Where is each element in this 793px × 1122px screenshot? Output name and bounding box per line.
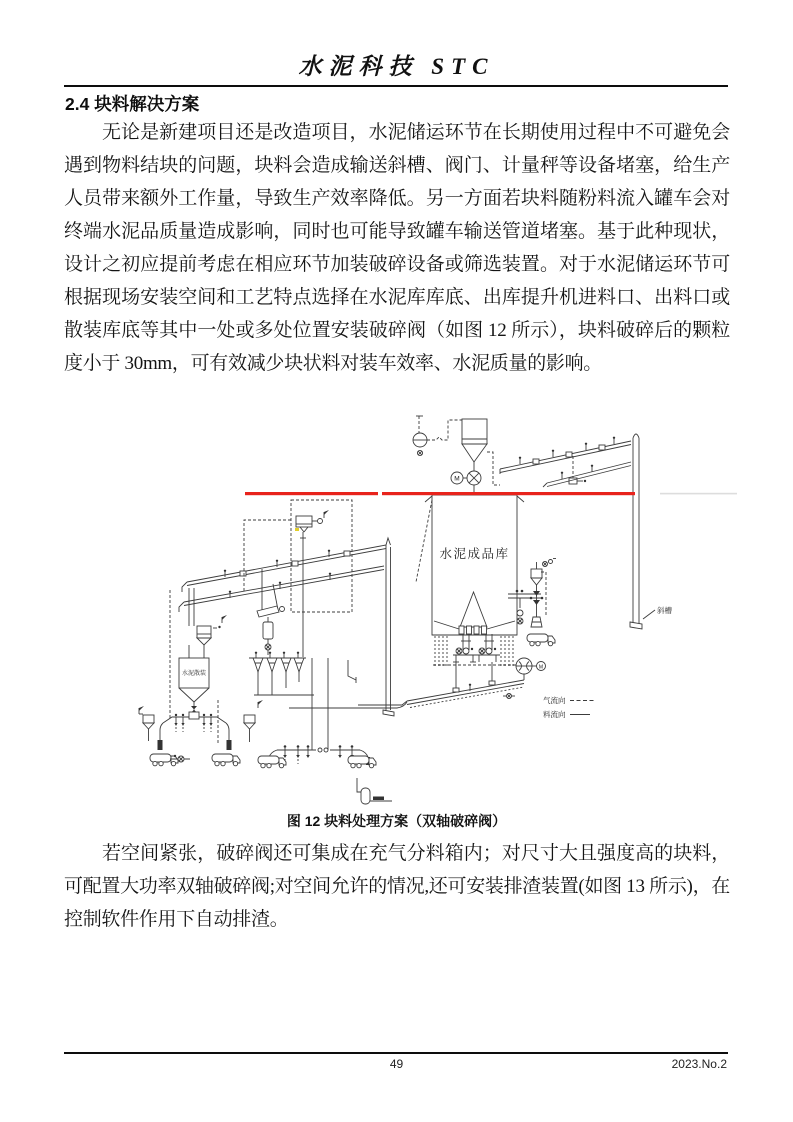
left-silo-label: 水泥散装 (181, 671, 207, 677)
center-elevator (383, 538, 394, 716)
page-number: 49 (389, 1057, 404, 1071)
process-flow-diagram (0, 412, 793, 810)
red-highlight-line (245, 492, 737, 495)
left-air-slides (179, 545, 386, 626)
center-train (249, 606, 407, 750)
figure-12-diagram (0, 412, 793, 810)
figure-caption: 图 12 块料处理方案（双轴破碎阀） (286, 813, 507, 829)
center-loading-spider (244, 700, 376, 768)
right-elevator (630, 434, 672, 629)
legend-material-flow-label: 料流向 (543, 710, 566, 719)
paragraph-2: 若空间紧张，破碎阀还可集成在充气分料箱内；对尺寸大且强度高的块料，可配置大功率双轴破碎阀;对空间允许的情况,还可安装排渣装置(如图 13 所示)，在控制软件作用下自动排渣。 (64, 843, 730, 930)
roots-blower (516, 658, 546, 680)
blower-motor-label: M (538, 664, 544, 671)
section-heading: 2.4 块料解决方案 (65, 94, 200, 114)
motor-label: M (454, 475, 460, 483)
bottom-drain-unit (357, 778, 392, 804)
bottom-air-slide (358, 680, 524, 708)
issue-number: 2023.No.2 (671, 1057, 727, 1071)
legend-air-flow-label: 气流向 (543, 696, 566, 705)
paragraph-1: 无论是新建项目还是改造项目，水泥储运环节在长期使用过程中不可避免会遇到物料结块的问题，块料会造成输送斜槽、阀门、计量秤等设备堵塞，给生产人员带来额外工作量，导致生产效率降低。另一方面若块料随粉料流入罐车会对终端水泥品质量造成影响，同时也可能导致罐车输送管道堵塞。基于此种现状，设计之初应提前考虑在相应环节加装破碎设备或筛选装置。对于水泥储运环节可根据现场安装空间和工艺特点选择在水泥库库底、出库提升机进料口、出料口或散装库底等其中一处或多处位置安装破碎阀（如图 12 所示），块料破碎后的颗粒度小于 30mm，可有效减少块状料对装车效率、水泥质量的影响。 (64, 122, 730, 374)
footer-rule (64, 1052, 728, 1054)
main-silo-label: 水泥成品库 (439, 547, 510, 561)
top-surge-bin (413, 416, 500, 495)
header-rule (64, 85, 728, 87)
silo-discharge-valves (433, 634, 517, 689)
top-air-slides (500, 437, 631, 487)
chute-label: 斜槽 (657, 606, 672, 615)
left-loading-station (139, 590, 240, 766)
highlight-mark (295, 528, 299, 531)
journal-title: 水泥科技 STC (298, 54, 495, 79)
flow-legend (543, 695, 594, 719)
tiny-label-mark (373, 797, 384, 801)
main-silo (416, 495, 524, 668)
